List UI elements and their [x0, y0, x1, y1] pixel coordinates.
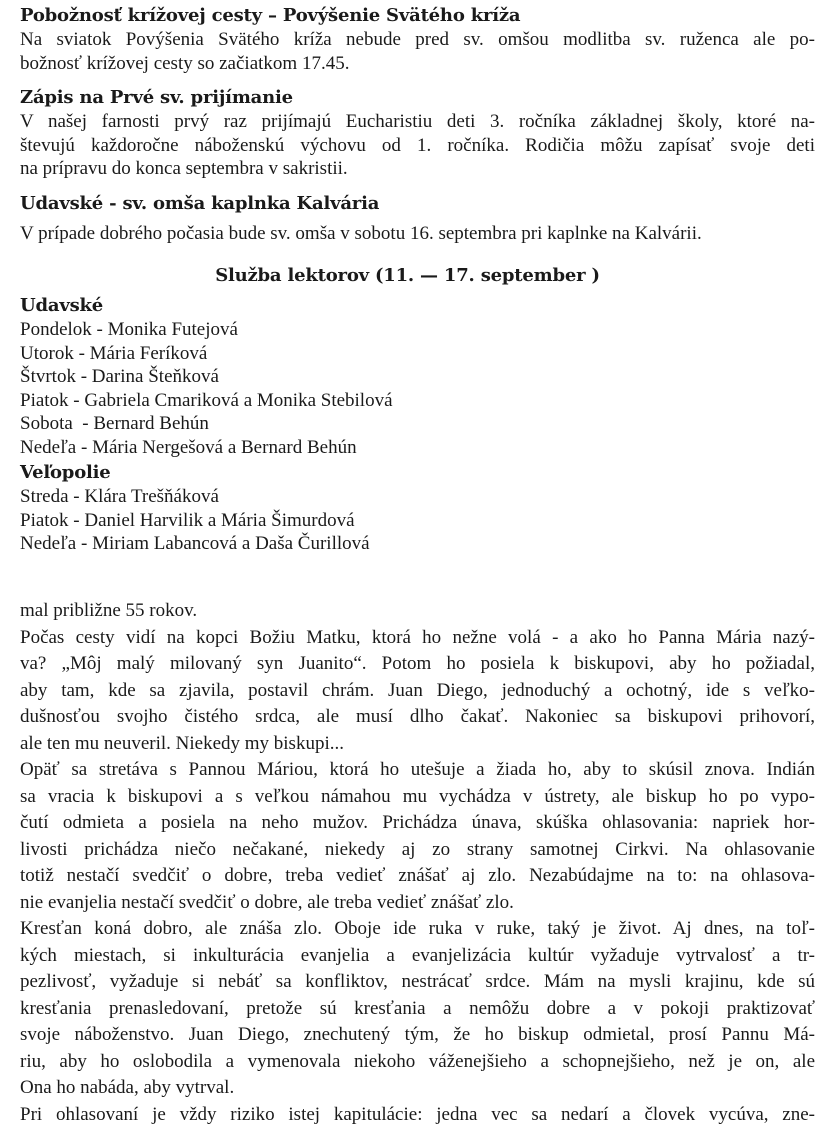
text-line: Na sviatok Povýšenia Svätého kríža nebude pred sv. omšou modlitba sv. ruženca ale po- — [20, 29, 815, 50]
article-line: kých miestach, si inkulturácia evanjelia a evanjelizácia kultúr vyžaduje vytrvalosť a tr- — [20, 944, 815, 966]
section-kalvaria — [20, 192, 815, 246]
article-line: va? „Môj malý milovaný syn Juanito“. Potom ho posiela k biskupovi, aby ho požiadal, — [20, 653, 815, 674]
lectors-group-heading: Udavské — [20, 295, 104, 316]
text-line: na prípravu do konca septembra v sakristii. — [20, 158, 348, 179]
article-line: pezlivosť, vyžaduje si nebáť sa konfliktov, nestrácať srdce. Mám na mysli krajinu, kde sú — [20, 971, 815, 992]
section-body — [20, 28, 815, 75]
lector-entry: Nedeľa - Miriam Labancová a Daša Čurillová — [20, 533, 370, 554]
article-line: svoje náboženstvo. Juan Diego, znechutený tým, že ho biskup odmietal, prosí Pannu Má- — [20, 1024, 815, 1045]
section-heading: Pobožnosť krížovej cesty – Povýšenie Svätého kríža — [20, 5, 521, 26]
lector-entry: Piatok - Gabriela Cmariková a Monika Stebilová — [20, 389, 393, 411]
article-line: aby tam, kde sa zjavila, postavil chrám. Juan Diego, jednoduchý a ochotný, ide s veľko- — [20, 679, 815, 701]
article-line: nie evanjelia nestačí svedčiť o dobre, ale treba vedieť znášať zlo. — [20, 891, 514, 913]
lectors-group-heading: Veľopolie — [20, 462, 111, 483]
text-line: božnosť krížovej cesty so začiatkom 17.45. — [20, 52, 350, 74]
lectors-list-velopolie — [20, 485, 815, 556]
article-line: livosti prichádza niečo nečakané, niekedy aj zo strany samotnej Cirkvi. Na ohlasovanie — [20, 838, 815, 860]
text-line: V prípade dobrého počasia bude sv. omša v sobotu 16. septembra pri kaplnke na Kalvárii. — [20, 223, 702, 244]
article-line: Kresťan koná dobro, ale znáša zlo. Oboje ide ruka v ruke, taký je život. Aj dnes, na toľ- — [20, 918, 815, 939]
article-line: Pri ohlasovaní je vždy riziko istej kapitulácie: jedna vec sa nedarí a človek vycúva, zne- — [20, 1103, 815, 1125]
article-line: sa vracia k biskupovi a s veľkou námahou mu vychádza v ústrety, ale biskup ho po vypo- — [20, 785, 815, 807]
section-heading: Udavské - sv. omša kaplnka Kalvária — [20, 193, 380, 214]
article-line: dušnosťou svojho čistého srdca, ale musí dlho čakať. Nakoniec sa biskupovi prihovorí, — [20, 706, 815, 727]
section-heading: Zápis na Prvé sv. prijímanie — [20, 87, 293, 108]
article-line: ale ten mu neuveril. Niekedy my biskupi... — [20, 732, 344, 754]
section-body — [20, 110, 815, 181]
lector-entry: Štvrtok - Darina Šteňková — [20, 366, 219, 387]
lectors-list-udavske — [20, 318, 815, 459]
lector-entry: Pondelok - Monika Futejová — [20, 319, 238, 340]
article-line: mal približne 55 rokov. — [20, 600, 198, 621]
article-line: Ona ho nabáda, aby vytrval. — [20, 1077, 235, 1098]
lector-entry: Piatok - Daniel Harvilik a Mária Šimurdová — [20, 509, 355, 531]
section-krizova-cesta — [20, 4, 815, 75]
article-body — [20, 598, 815, 1128]
section-prve-prijimanie — [20, 86, 815, 181]
article-line: kresťania prenasledovaní, pretože sú kresťania a nemôžu dobre a v pokoji praktizovať — [20, 997, 815, 1019]
text-line: števujú každoročne náboženskú výchovu od 1. ročníka. Rodičia môžu zapísať svoje deti — [20, 134, 815, 156]
lectors-section — [20, 264, 815, 556]
text-line: V našej farnosti prvý raz prijímajú Eucharistiu deti 3. ročníka základnej školy, ktoré na- — [20, 111, 815, 132]
article-line: Opäť sa stretáva s Pannou Máriou, ktorá ho utešuje a žiada ho, aby to skúsil znova. Indián — [20, 759, 815, 780]
lector-entry: Nedeľa - Mária Nergešová a Bernard Behún — [20, 436, 357, 458]
article-line: Počas cesty vidí na kopci Božiu Matku, ktorá ho nežne volá - a ako ho Panna Mária nazý- — [20, 626, 815, 648]
lectors-title: Služba lektorov (11. — 17. september ) — [215, 265, 600, 286]
article-line: riu, aby ho oslobodila a vymenovala niekoho váženejšieho a schopnejšieho, než je on, ale — [20, 1050, 815, 1072]
lector-entry: Streda - Klára Trešňáková — [20, 486, 219, 507]
lector-entry: Utorok - Mária Feríková — [20, 342, 208, 364]
article-line: totiž nestačí svedčiť o dobre, treba vedieť znášať aj zlo. Nezabúdajme na to: na ohlasova- — [20, 865, 815, 886]
article-line: čutí odmieta a posiela na neho mužov. Prichádza únava, skúška ohlasovania: napriek hor- — [20, 812, 815, 833]
section-body — [20, 222, 815, 246]
lector-entry: Sobota - Bernard Behún — [20, 413, 209, 434]
